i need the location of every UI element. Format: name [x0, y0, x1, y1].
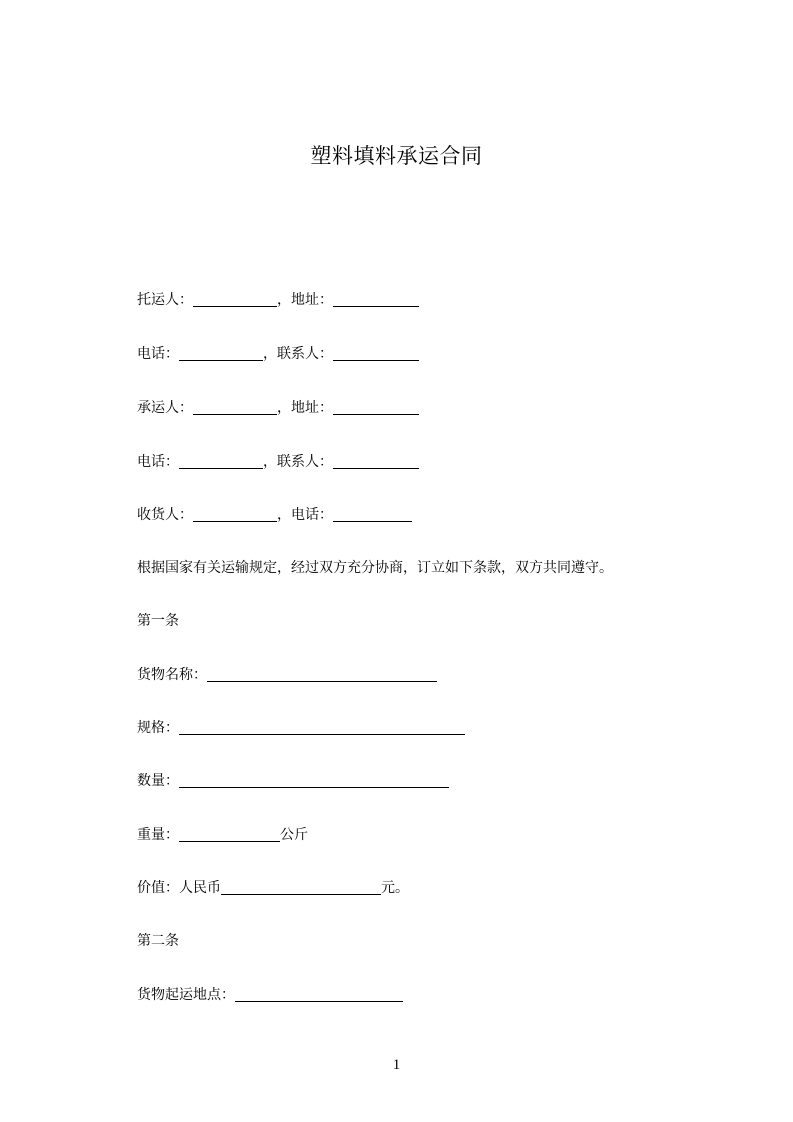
carrier-contact-line [137, 452, 419, 472]
spec-line [137, 718, 465, 738]
carrier-line [137, 398, 419, 418]
shipper-phone-label: 电话： [137, 346, 179, 362]
goods-name-field[interactable] [207, 667, 437, 682]
spec-field[interactable] [179, 720, 465, 735]
shipper-address-field[interactable] [333, 292, 419, 307]
carrier-contact-label: ，联系人： [263, 454, 333, 470]
consignee-label: 收货人： [137, 507, 193, 523]
origin-line [137, 985, 403, 1005]
carrier-phone-label: 电话： [137, 454, 179, 470]
carrier-phone-field[interactable] [179, 454, 263, 469]
document-title: 塑料填料承运合同 [310, 144, 483, 168]
weight-label: 重量： [137, 827, 179, 843]
article2-heading: 第二条 [137, 933, 179, 949]
article1-heading: 第一条 [137, 613, 179, 629]
carrier-contact-field[interactable] [333, 454, 419, 469]
origin-field[interactable] [235, 987, 403, 1002]
value-line [137, 878, 409, 898]
page-number: 1 [392, 1057, 401, 1073]
shipper-label: 托运人： [137, 292, 193, 308]
shipper-contact-label: ，联系人： [263, 346, 333, 362]
carrier-address-field[interactable] [333, 400, 419, 415]
shipper-contact-line [137, 344, 419, 364]
carrier-address-label: ，地址： [277, 400, 333, 416]
shipper-contact-field[interactable] [333, 346, 419, 361]
preamble-text: 根据国家有关运输规定，经过双方充分协商，订立如下条款，双方共同遵守。 [137, 560, 613, 576]
weight-unit: 公斤 [280, 827, 308, 843]
spec-label: 规格： [137, 720, 179, 736]
value-field[interactable] [221, 880, 381, 895]
quantity-label: 数量： [137, 773, 179, 789]
quantity-line [137, 771, 449, 791]
weight-line [137, 825, 308, 845]
weight-field[interactable] [179, 827, 280, 842]
shipper-phone-field[interactable] [179, 346, 263, 361]
consignee-phone-label: ，电话： [277, 507, 333, 523]
consignee-line [137, 505, 412, 525]
origin-label: 货物起运地点： [137, 987, 235, 1003]
carrier-name-field[interactable] [193, 400, 277, 415]
goods-name-line [137, 665, 437, 685]
shipper-name-field[interactable] [193, 292, 277, 307]
consignee-phone-field[interactable] [333, 507, 412, 522]
shipper-address-label: ，地址： [277, 292, 333, 308]
carrier-label: 承运人： [137, 400, 193, 416]
goods-name-label: 货物名称： [137, 667, 207, 683]
value-unit: 元。 [381, 880, 409, 896]
quantity-field[interactable] [179, 773, 449, 788]
consignee-name-field[interactable] [193, 507, 277, 522]
shipper-line [137, 290, 419, 310]
value-label: 价值：人民币 [137, 880, 221, 896]
